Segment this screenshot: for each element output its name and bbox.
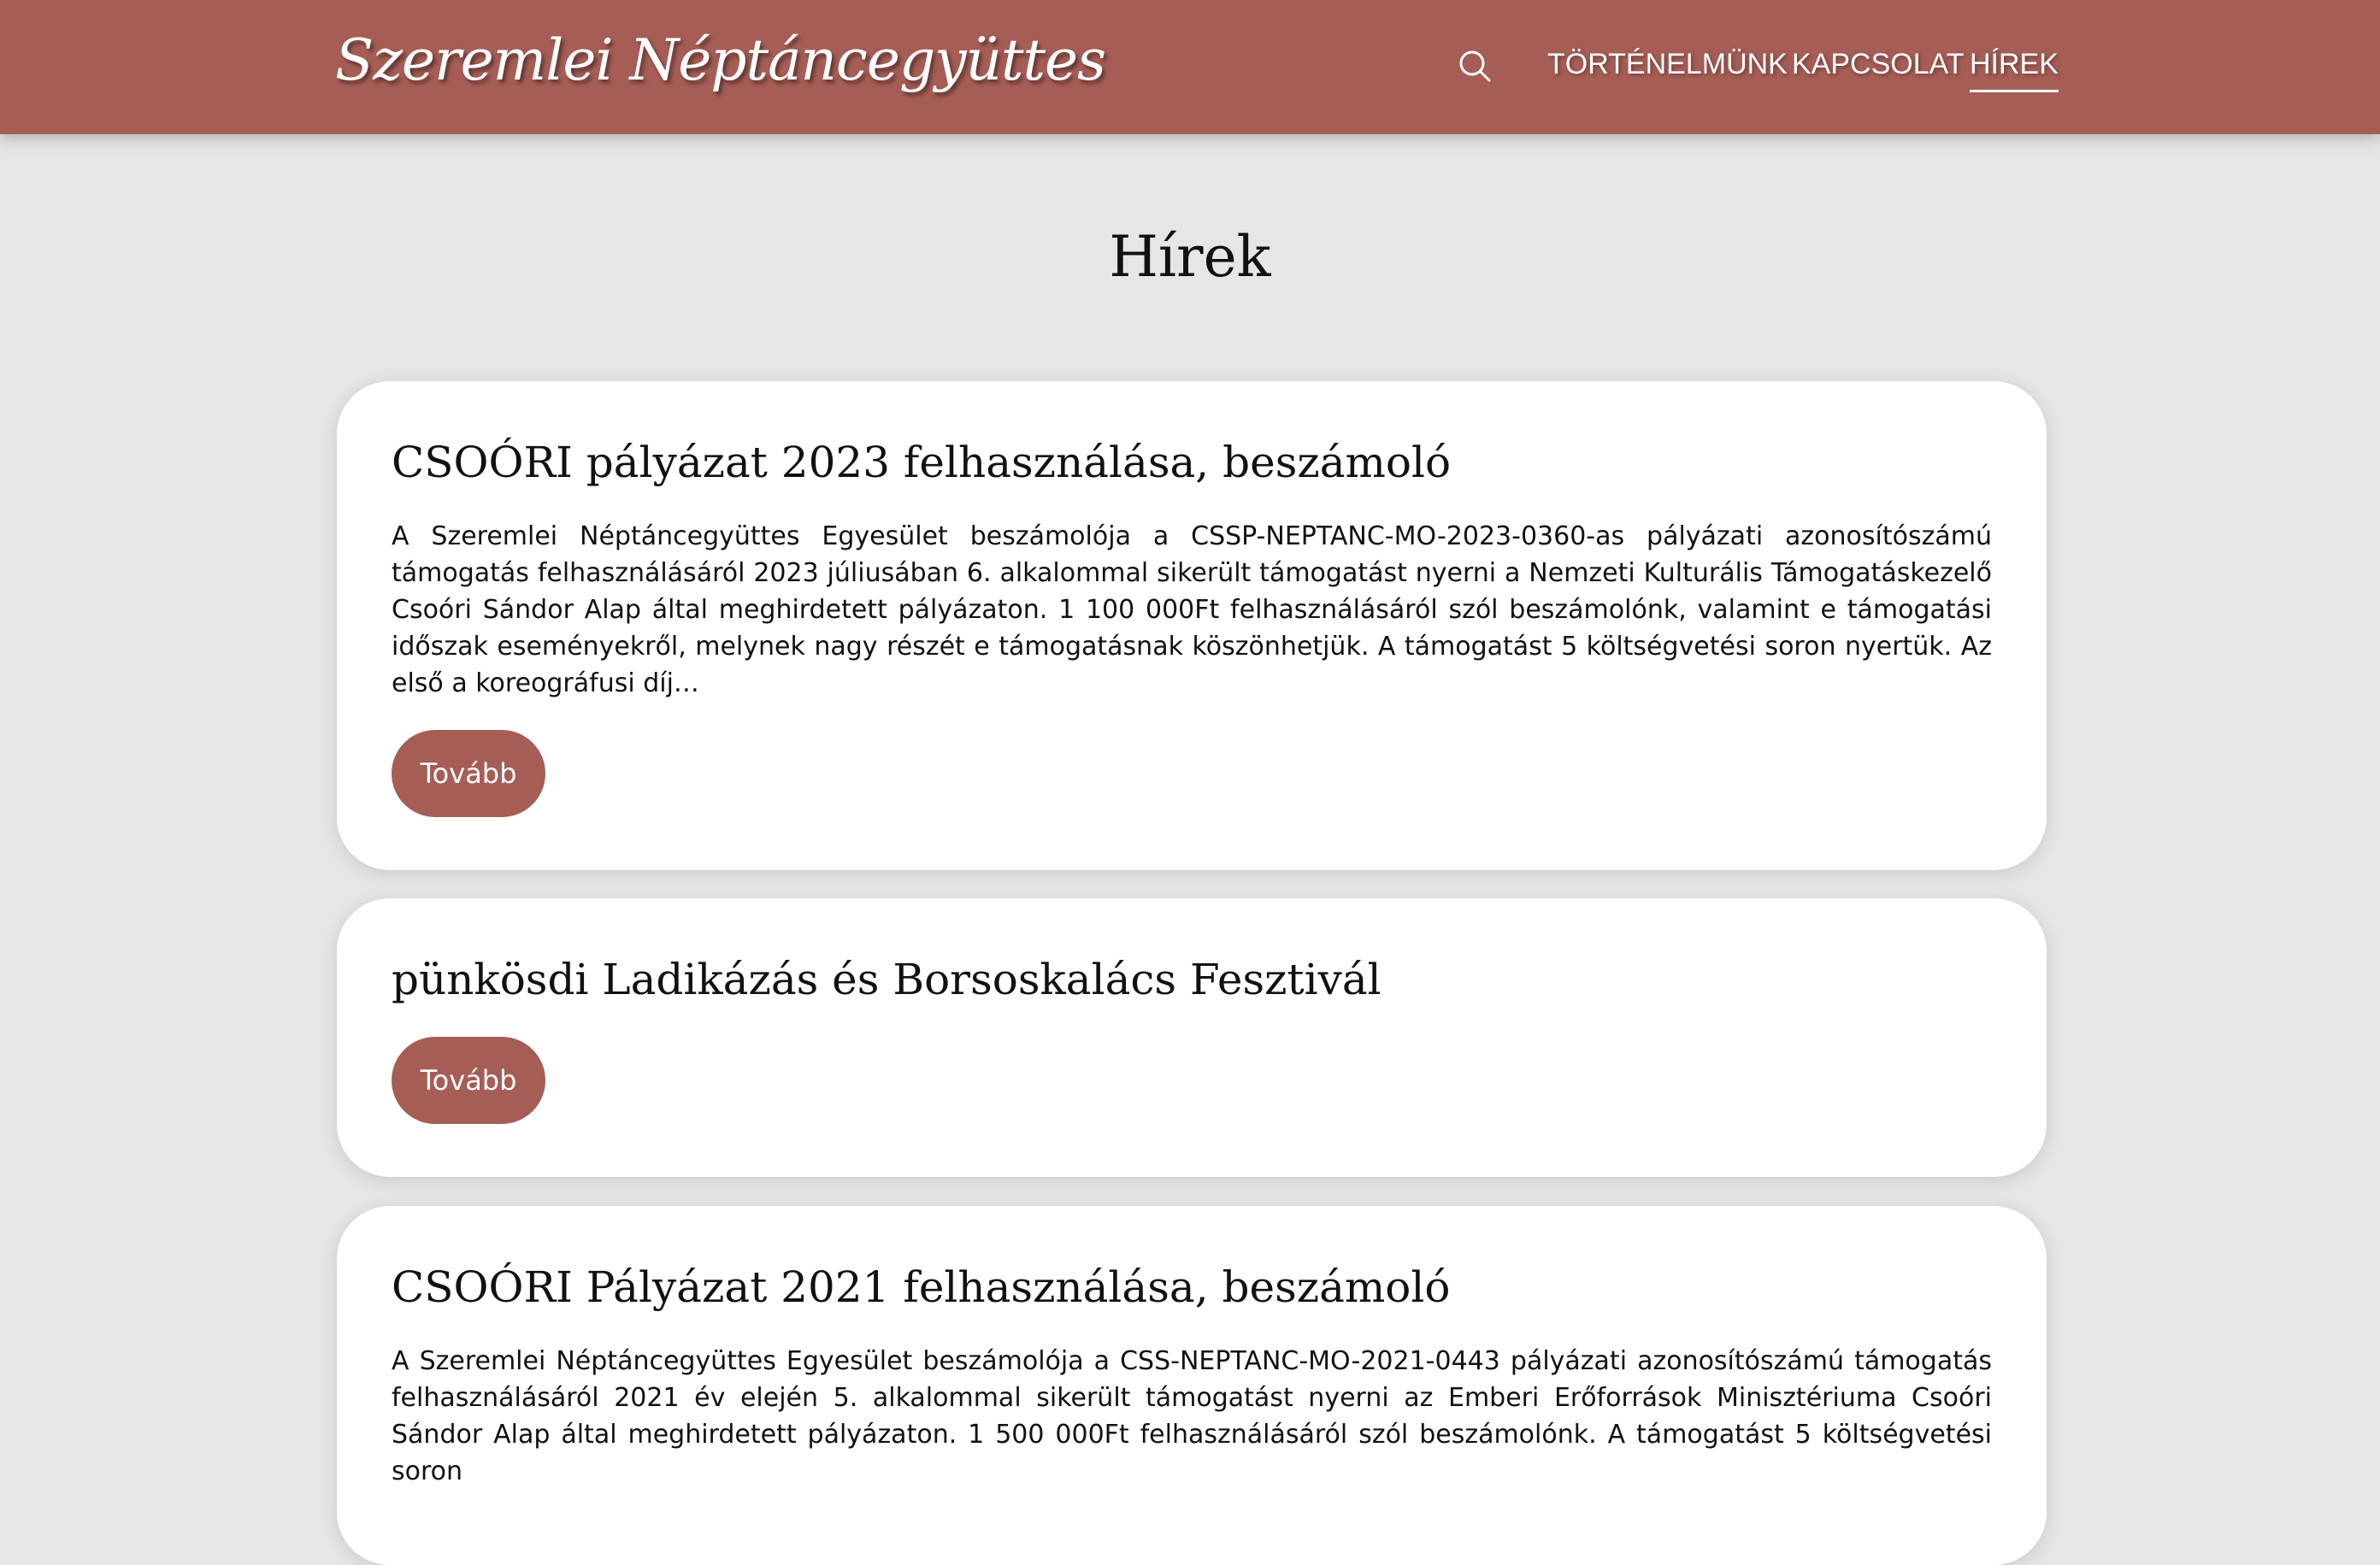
read-more-button[interactable]: Tovább	[392, 1037, 545, 1124]
search-icon	[1457, 48, 1494, 85]
read-more-button[interactable]: Tovább	[392, 730, 545, 817]
nav-item-kapcsolat[interactable]: KAPCSOLAT	[1792, 48, 1965, 80]
site-header	[0, 0, 2380, 134]
news-card-excerpt: A Szeremlei Néptáncegyüttes Egyesület beszámolója a CSS-NEPTANC-MO-2021-0443 pályázati azonosítószámú támogatás felhasználásáról 2021 év elején 5. alkalommal sikerült támogatást nyerni az Emberi Erőforrások Minisztériuma Csoóri Sándor Alap által meghirdetett pályázaton. 1 500 000Ft felhasználásáról szól beszámolónk. A támogatást 5 költségvetési soron	[392, 1346, 1992, 1486]
news-card	[337, 898, 2047, 1177]
news-card-excerpt: A Szeremlei Néptáncegyüttes Egyesület beszámolója a CSSP-NEPTANC-MO-2023-0360-as pályázati azonosítószámú támogatás felhasználásáról 2023 júliusában 6. alkalommal sikerült támogatást nyerni a Nemzeti Kulturális Támogatáskezelő Csoóri Sándor Alap által meghirdetett pályázaton. 1 100 000Ft felhasználásáról szól beszámolónk, valamint e támogatási időszak eseményekről, melynek nagy részét e támogatásnak köszönhetjük. A támogatást 5 költségvetési soron nyertük. Az első a koreográfusi díj…	[392, 521, 1992, 698]
search-button[interactable]	[1457, 48, 1494, 85]
nav-item-hirek[interactable]: HÍREK	[1970, 48, 2059, 89]
news-card	[337, 1206, 2047, 1565]
news-card-title[interactable]: CSOÓRI pályázat 2023 felhasználása, beszámoló	[392, 438, 1452, 487]
news-card	[337, 381, 2047, 870]
nav-item-tortenelmunk[interactable]: TÖRTÉNELMÜNK	[1547, 48, 1788, 80]
site-logo[interactable]: Szeremlei Néptáncegyüttes	[335, 27, 1105, 93]
news-card-title[interactable]: pünkösdi Ladikázás és Borsoskalács Fesztivál	[392, 955, 1381, 1004]
news-card-title[interactable]: CSOÓRI Pályázat 2021 felhasználása, beszámoló	[392, 1262, 1451, 1312]
page-title: Hírek	[1109, 224, 1271, 290]
